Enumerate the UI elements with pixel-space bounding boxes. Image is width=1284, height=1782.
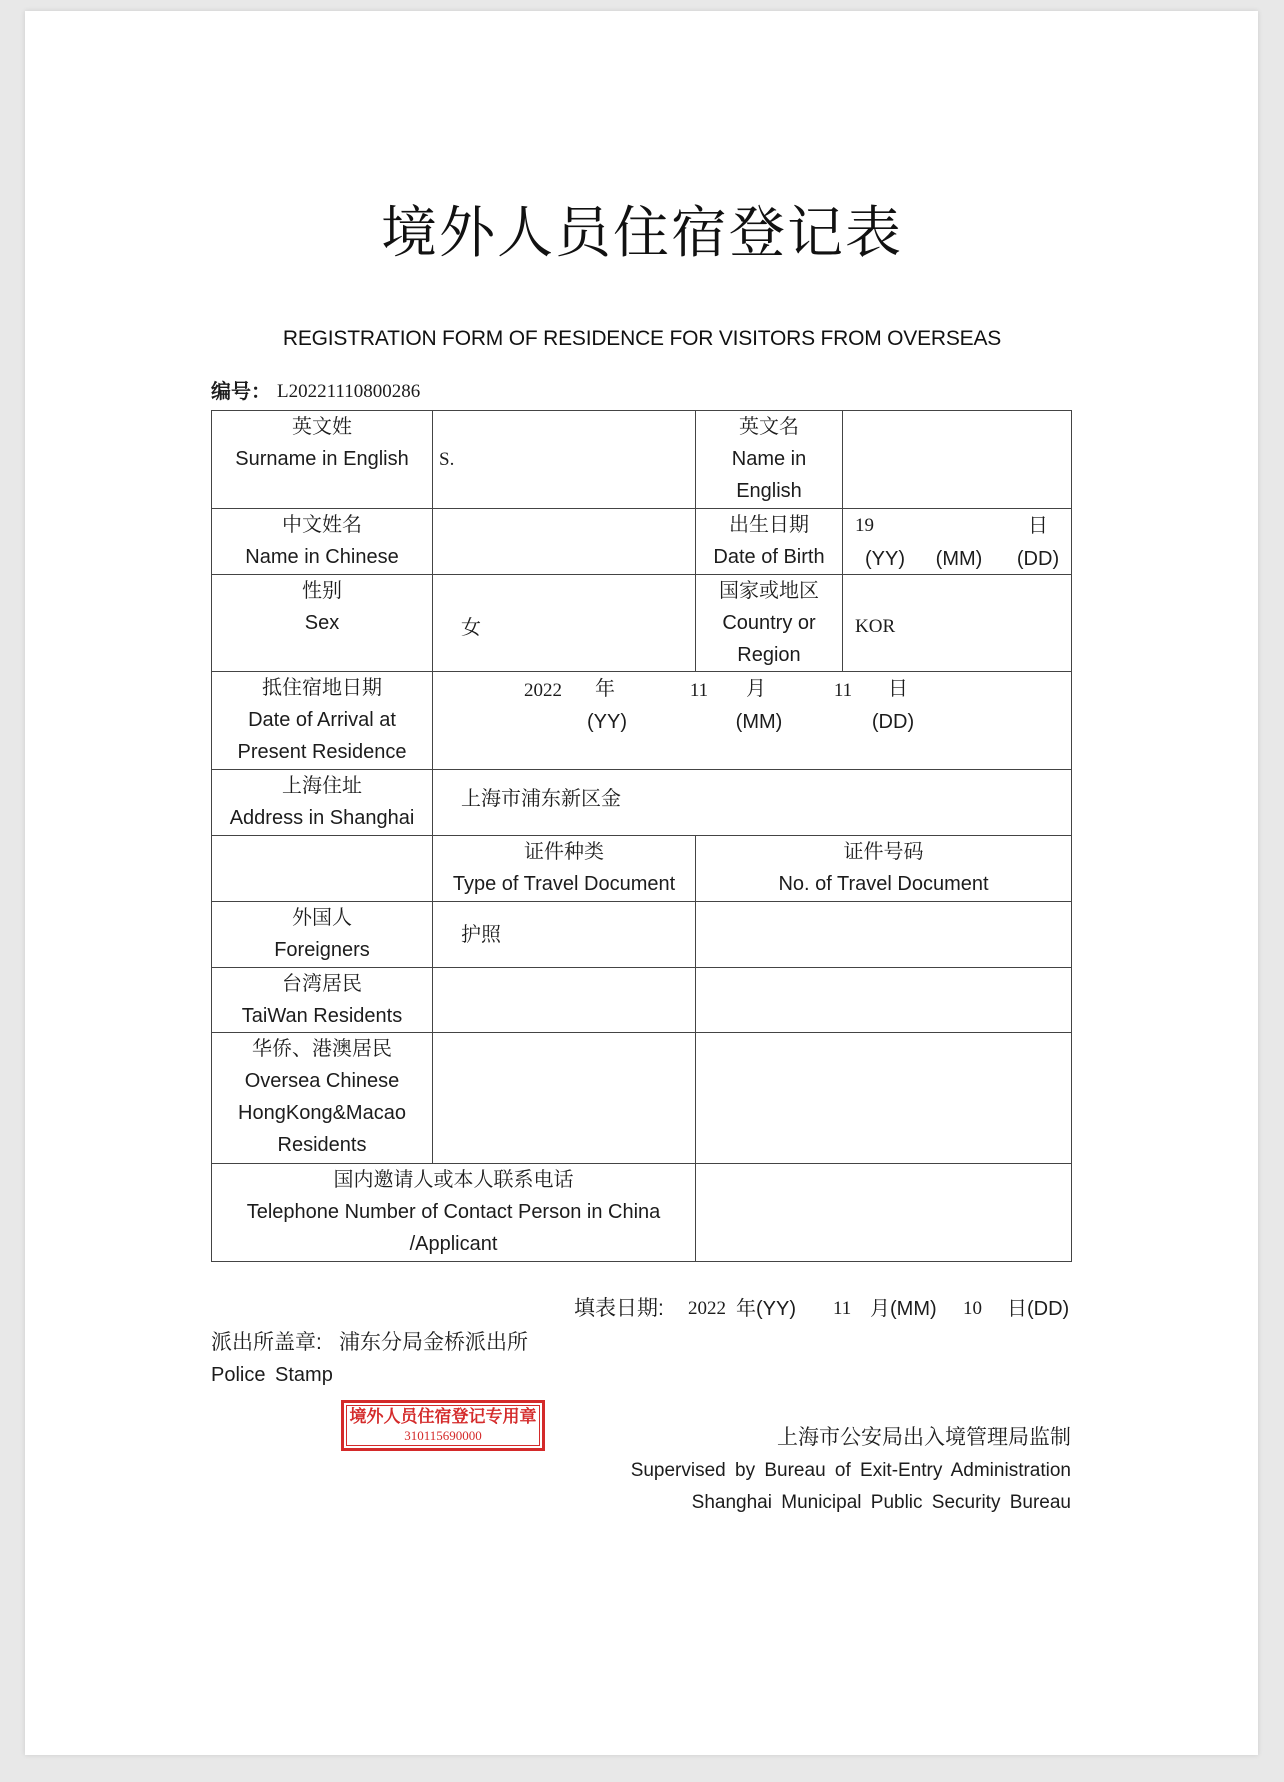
doc-type-header-cn: 证件种类 — [524, 841, 604, 863]
taiwan-label-cn: 台湾居民 — [282, 973, 362, 995]
birth-date-label-cell — [696, 509, 843, 575]
serial-number-label: 编号： — [211, 381, 271, 403]
birth-mm-caption: (MM) — [935, 548, 983, 570]
given-name-label-cell — [696, 411, 843, 509]
chinese-name-value — [433, 509, 696, 575]
foreigners-label-en: Foreigners — [274, 939, 370, 961]
country-value: KOR — [843, 575, 1072, 672]
given-name-value — [843, 411, 1072, 509]
country-label-en-line1: Country or — [722, 612, 816, 634]
police-stamp-label-en: Police Stamp — [211, 1364, 333, 1386]
arrival-year-unit: 年 — [595, 678, 615, 700]
row-sex-country — [212, 575, 1072, 672]
arrival-label-en-line2: Present Residence — [237, 741, 407, 763]
surname-label-cell — [212, 411, 433, 509]
foreigners-doc-number-value — [696, 902, 1072, 968]
fill-month: 11 — [833, 1298, 852, 1319]
supervisor-en-line1: Supervised by Bureau of Exit-Entry Administration — [630, 1460, 1071, 1481]
stamp-text: 境外人员住宿登记专用章 — [349, 1407, 537, 1426]
overseas-label-cn: 华侨、港澳居民 — [252, 1038, 392, 1060]
taiwan-doc-number-value — [696, 968, 1072, 1033]
arrival-mm-caption: (MM) — [735, 711, 783, 733]
overseas-label-cell — [212, 1033, 433, 1164]
address-value: 上海市浦东新区金 — [433, 770, 1072, 836]
overseas-doc-number-value — [696, 1033, 1072, 1164]
arrival-month: 11 — [689, 680, 709, 701]
row-surname-given-name — [212, 411, 1072, 509]
arrival-label-en-line1: Date of Arrival at — [248, 709, 396, 731]
foreigners-doc-type-value: 护照 — [433, 902, 696, 968]
registration-table — [211, 410, 1072, 1262]
form-title: 境外人员住宿登记表 — [381, 201, 903, 264]
address-label-cn: 上海住址 — [282, 775, 362, 797]
supervisor-cn: 上海市公安局出入境管理局监制 — [777, 1426, 1071, 1449]
phone-label-en-line2: /Applicant — [409, 1233, 498, 1255]
birth-yy-caption: (YY) — [865, 548, 905, 570]
sex-value: 女 — [433, 575, 696, 672]
birth-day-unit: 日 — [1028, 515, 1048, 537]
arrival-value-cell — [433, 672, 1072, 770]
fill-month-unit: 月(MM) — [870, 1298, 937, 1320]
country-label-en-line2: Region — [737, 644, 801, 666]
birth-dd-caption: (DD) — [1016, 548, 1060, 570]
row-contact-phone — [212, 1164, 1072, 1262]
overseas-label-en-line3: Residents — [277, 1134, 367, 1156]
arrival-day: 11 — [833, 680, 853, 701]
given-name-label-cn: 英文名 — [739, 416, 799, 438]
row-arrival-date — [212, 672, 1072, 770]
given-name-label-en-line2: English — [736, 480, 802, 502]
address-label-cell — [212, 770, 433, 836]
surname-label-cn: 英文姓 — [292, 416, 352, 438]
taiwan-doc-type-value — [433, 968, 696, 1033]
foreigners-label-cell — [212, 902, 433, 968]
row-document-headers — [212, 836, 1072, 902]
phone-label-cell — [212, 1164, 696, 1262]
taiwan-label-en: TaiWan Residents — [241, 1005, 403, 1027]
doc-number-header-cn: 证件号码 — [843, 841, 924, 863]
sex-label-cn: 性别 — [302, 580, 342, 602]
row-taiwan — [212, 968, 1072, 1033]
birth-date-value-cell — [843, 509, 1072, 575]
police-station-name: 浦东分局金桥派出所 — [339, 1331, 528, 1354]
taiwan-label-cell — [212, 968, 433, 1033]
overseas-doc-type-value — [433, 1033, 696, 1164]
country-label-cn: 国家或地区 — [719, 580, 819, 602]
arrival-year: 2022 — [524, 680, 562, 701]
fill-year-unit: 年(YY) — [736, 1298, 796, 1320]
row-foreigners — [212, 902, 1072, 968]
arrival-day-unit: 日 — [888, 678, 908, 700]
stamp-code: 310115690000 — [404, 1428, 482, 1443]
document-header-blank-cell — [212, 836, 433, 902]
registration-seal-stamp — [341, 1400, 545, 1451]
arrival-month-unit: 月 — [746, 678, 766, 700]
row-chinese-name-birth — [212, 509, 1072, 575]
phone-value — [696, 1164, 1072, 1262]
chinese-name-label-cn: 中文姓名 — [282, 514, 362, 536]
country-label-cell — [696, 575, 843, 672]
row-address — [212, 770, 1072, 836]
chinese-name-label-cell — [212, 509, 433, 575]
arrival-dd-caption: (DD) — [871, 711, 915, 733]
fill-day: 10 — [963, 1298, 982, 1319]
doc-number-header-cell — [696, 836, 1072, 902]
arrival-label-cell — [212, 672, 433, 770]
fill-day-unit: 日(DD) — [1007, 1298, 1070, 1320]
surname-label-en: Surname in English — [235, 448, 409, 470]
row-overseas-chinese — [212, 1033, 1072, 1164]
overseas-label-en-line1: Oversea Chinese — [244, 1070, 400, 1092]
chinese-name-label-en: Name in Chinese — [245, 546, 399, 568]
birth-year: 19 — [855, 515, 874, 536]
birth-date-label-cn: 出生日期 — [729, 514, 809, 536]
phone-label-en-line1: Telephone Number of Contact Person in China — [246, 1201, 661, 1223]
sex-label-en: Sex — [304, 612, 340, 634]
foreigners-label-cn: 外国人 — [292, 907, 352, 929]
doc-type-header-cell — [433, 836, 696, 902]
doc-type-header-en: Type of Travel Document — [452, 873, 676, 895]
arrival-label-cn: 抵住宿地日期 — [262, 677, 382, 699]
birth-date-label-en: Date of Birth — [713, 546, 825, 568]
fill-date-label: 填表日期: — [574, 1297, 664, 1320]
surname-value: S. — [433, 411, 696, 509]
fill-year: 2022 — [688, 1298, 726, 1319]
given-name-label-en-line1: Name in — [731, 448, 807, 470]
form-subtitle: REGISTRATION FORM OF RESIDENCE FOR VISITORS FROM OVERSEAS — [282, 327, 1002, 350]
arrival-yy-caption: (YY) — [587, 711, 627, 733]
supervisor-en-line2: Shanghai Municipal Public Security Bureau — [691, 1492, 1071, 1513]
overseas-label-en-line2: HongKong&Macao — [238, 1102, 406, 1124]
address-label-en: Address in Shanghai — [229, 807, 415, 829]
phone-label-cn: 国内邀请人或本人联系电话 — [333, 1169, 574, 1191]
doc-number-header-en: No. of Travel Document — [778, 873, 989, 895]
police-stamp-label: 派出所盖章: — [211, 1331, 322, 1354]
serial-number-value: L20221110800286 — [277, 381, 421, 402]
sex-label-cell — [212, 575, 433, 672]
